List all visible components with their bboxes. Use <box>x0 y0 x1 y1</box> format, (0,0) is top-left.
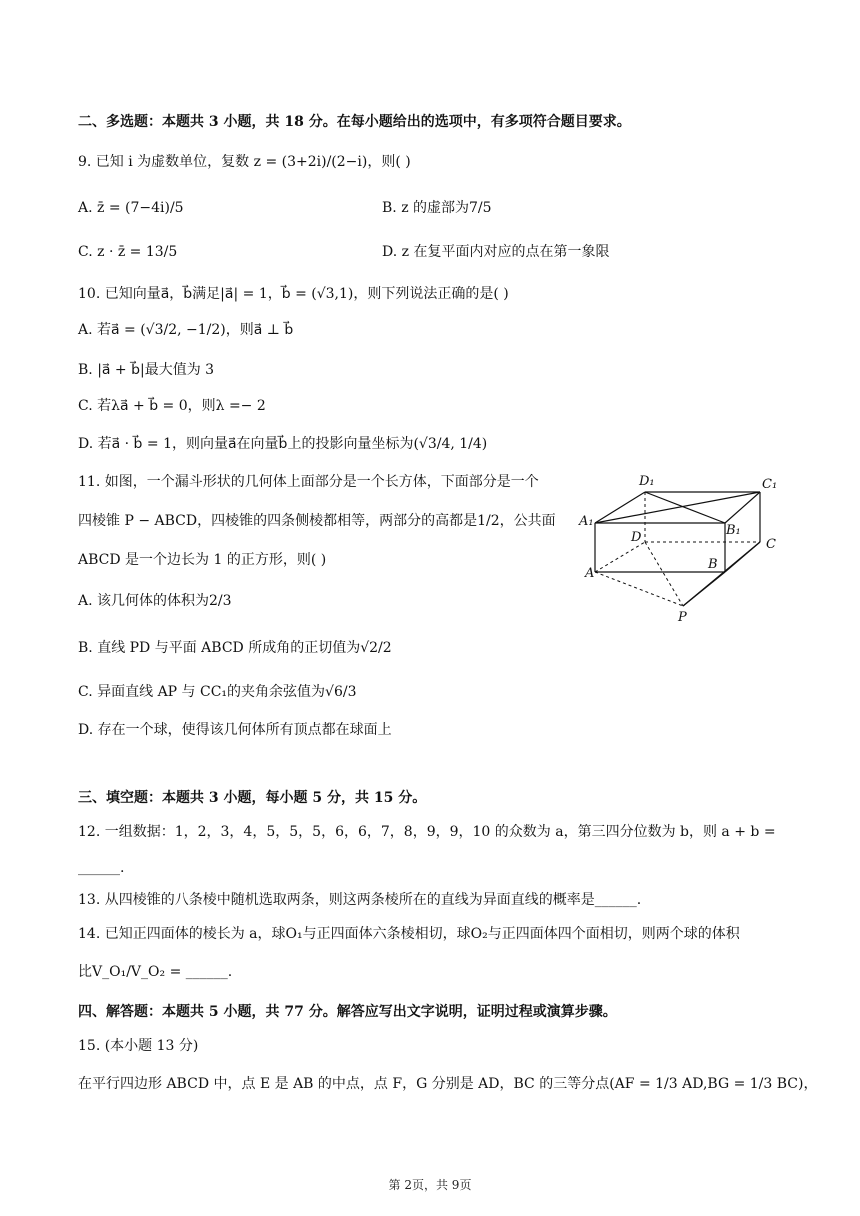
label-d1: D₁ <box>639 474 655 489</box>
label-a1: A₁ <box>579 514 594 529</box>
label-p: P <box>678 610 687 625</box>
question-10-option-b: B. |a⃗ + b⃗|最大值为 3 <box>78 362 215 378</box>
label-b1: B₁ <box>726 523 741 538</box>
edge-b1-c1 <box>725 492 760 523</box>
question-10-stem: 10. 已知向量a⃗，b⃗满足|a⃗| = 1，b⃗ = (√3,1)，则下列说法正确的是( ) <box>78 286 509 302</box>
question-9-option-d: D. z 在复平面内对应的点在第一象限 <box>382 244 610 260</box>
question-11-option-a: A. 该几何体的体积为2/3 <box>78 593 232 609</box>
question-10-option-c: C. 若λa⃗ + b⃗ = 0，则λ =− 2 <box>78 398 266 414</box>
question-10-option-a: A. 若a⃗ = (√3/2, −1/2)，则a⃗ ⊥ b⃗ <box>78 322 294 338</box>
edge-a-d <box>595 542 645 572</box>
label-b: B <box>708 557 718 572</box>
edge-d-p <box>645 542 683 606</box>
page-footer: 第 2页，共 9页 <box>388 1178 472 1192</box>
label-c: C <box>766 537 776 552</box>
question-9-option-b: B. z 的虚部为7/5 <box>382 200 492 216</box>
question-9-option-a: A. z̄ = (7−4i)/5 <box>78 200 184 216</box>
label-d: D <box>631 530 642 545</box>
question-15-text: 在平行四边形 ABCD 中，点 E 是 AB 的中点，点 F，G 分别是 AD，BC 的三等分点(AF = 1/3 AD,BG = 1/3 BC)， <box>78 1076 818 1092</box>
question-12-line-1: 12. 一组数据：1，2，3，4，5，5，5，6，6，7，8，9，9，10 的众数为 a，第三四分位数为 b，则 a + b = <box>78 824 776 840</box>
question-14-line-2: 比V_O₁/V_O₂ = ______. <box>78 964 233 980</box>
question-15-title: 15. (本小题 13 分) <box>78 1038 199 1054</box>
question-11-option-d: D. 存在一个球，使得该几何体所有顶点都在球面上 <box>78 722 392 738</box>
label-a: A <box>585 566 595 581</box>
question-11-line-1: 11. 如图，一个漏斗形状的几何体上面部分是一个长方体，下面部分是一个 <box>78 474 539 490</box>
label-c1: C₁ <box>762 477 778 492</box>
question-10-option-d: D. 若a⃗ · b⃗ = 1，则向量a⃗在向量b⃗上的投影向量坐标为(√3/4, 1/4) <box>78 436 488 452</box>
section-heading-solutions: 四、解答题：本题共 5 小题，共 77 分。解答应写出文字说明，证明过程或演算步骤。 <box>78 1004 617 1020</box>
section-heading-multiple-choice: 二、多选题：本题共 3 小题，共 18 分。在每小题给出的选项中，有多项符合题目要求。 <box>78 114 631 130</box>
question-9-option-c: C. z · z̄ = 13/5 <box>78 244 178 260</box>
funnel-solid-figure <box>575 470 790 630</box>
section-heading-fill-in: 三、填空题：本题共 3 小题，每小题 5 分，共 15 分。 <box>78 790 427 806</box>
question-13: 13. 从四棱锥的八条棱中随机选取两条，则这两条棱所在的直线为异面直线的概率是______. <box>78 892 642 908</box>
question-11-option-b: B. 直线 PD 与平面 ABCD 所成角的正切值为√2/2 <box>78 640 392 656</box>
question-14-line-1: 14. 已知正四面体的棱长为 a，球O₁与正四面体六条棱相切，球O₂与正四面体四个面相切，则两个球的体积 <box>78 926 740 942</box>
question-9-stem: 9. 已知 i 为虚数单位，复数 z = (3+2i)/(2−i)，则( ) <box>78 154 411 170</box>
edge-a-p <box>595 572 683 606</box>
question-12-line-2: ______. <box>78 860 125 876</box>
question-11-line-3: ABCD 是一个边长为 1 的正方形，则( ) <box>78 552 327 568</box>
question-11-line-2: 四棱锥 P − ABCD，四棱锥的四条侧棱都相等，两部分的高都是1/2，公共面 <box>78 513 556 529</box>
edge-d1-b1 <box>645 492 725 523</box>
question-11-option-c: C. 异面直线 AP 与 CC₁的夹角余弦值为√6/3 <box>78 684 357 700</box>
edge-c-p <box>683 542 760 606</box>
